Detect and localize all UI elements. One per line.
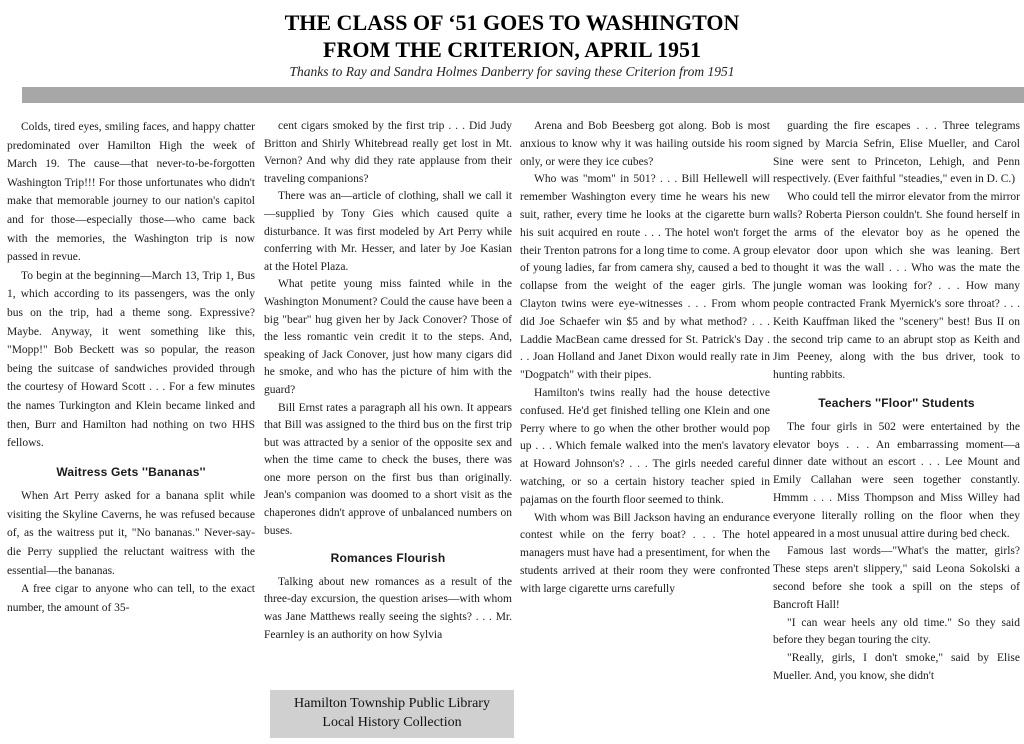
paragraph: There was an—article of clothing, shall we call it—supplied by Tony Gies which caused quite a disturbance. It was first modeled by Art Perry while conferring with Mr. Hesser, and later by Joe Kasian at the Hotel Plaza. [264,190,512,273]
paragraph: Hamilton's twins really had the house detective confused. He'd get finished telling one Klein and one Perry where to go when the other brother would pop up . . . Which female walked into the men's lavatory at Howard Johnson's? . . . The girls needed careful watching, or so a certain history teacher spied in pajamas on the fourth floor seemed to think. [520,386,770,506]
paragraph: Colds, tired eyes, smiling faces, and happy chatter predominated over Hamilton High the week of March 19. The cause—that never-to-be-forgotten Washington Trip!!! For those unfortunates who didn't make that memorable journey to our nation's capitol and for those—especially those—who came back with the memories, the Washington trip is now passed in revue. [7,121,255,264]
paragraph: Arena and Bob Beesberg got along. Bob is most anxious to know why it was hailing outside his room only, or were they ice cubes? [520,120,770,168]
article-column-2 [264,118,512,700]
paragraph: Talking about new romances as a result of the three-day excursion, the question arises—with whom was Jane Matthews really seeing the sights? . . . Mr. Fearnley is an authority on how Sylvia [264,575,512,641]
paragraph: "Really, girls, I don't smoke," said by Elise Mueller. And, you know, she didn't [773,652,1020,682]
library-credit-line-1: Hamilton Township Public Library [294,696,490,711]
paragraph: guarding the fire escapes . . . Three telegrams signed by Marcia Sefrin, Elise Mueller, and Carol Sine were sent to Princeton, Lehigh, and Penn respectively. (Ever faithful "steadies," even in D. C.) [773,120,1020,186]
library-credit-label [270,690,514,738]
paragraph: The four girls in 502 were entertained by the elevator boys . . . An embarrassing moment—a dinner date without an escort . . . Lee Mount and Emily Callahan were seen together constantly. Hmmm . . . Miss Thompson and Miss Willey had everyone literally rolling on the floor when they appeared in a most unusual attire during bed check. [773,420,1020,540]
paragraph: Famous last words—"What's the matter, girls? These steps aren't slippery," said Leona Sokolski a second before she took a spill on the steps of Bancroft Hall! [773,545,1020,611]
paragraph: "I can wear heels any old time." So they said before they began touring the city. [773,616,1020,647]
page-title-line-2: FROM THE CRITERION, APRIL 1951 [323,37,701,62]
article-column-1 [7,118,255,700]
section-heading: Teachers ''Floor'' Students [818,395,975,410]
paragraph: Who could tell the mirror elevator from the mirror walls? Roberta Pierson couldn't. She found herself in the arms of the elevator boy as he opened the elevator door upon which she was leaning. Bert thought it was the wall . . . Who was the mate the jungle woman was looking for? . . . How many people contracted Frank Myernick's sore throat? . . . Keith Kauffman liked the "scenery" best! Bus II on the second trip came to an abrupt stop as Keith and Jim Peeney, along with the bus driver, took to hunting rabbits. [773,191,1020,382]
paragraph: When Art Perry asked for a banana split while visiting the Skyline Caverns, he was refused because of, as the waitress put it, "No bananas." Never-say-die Perry supplied the reluctant waitress with the essential—the bananas. [7,490,255,577]
page-title-line-1: THE CLASS OF ‘51 GOES TO WASHINGTON [284,10,740,35]
page-subtitle: Thanks to Ray and Sandra Holmes Danberry for saving these Criterion from 1951 [289,64,735,79]
section-heading: Romances Flourish [330,551,446,566]
library-credit-line-2: Local History Collection [322,715,462,730]
article-column-4 [773,118,1020,700]
paragraph: To begin at the beginning—March 13, Trip 1, Bus 1, which according to its passengers, was the only bus on the trip, had a theme song. Expressive? Maybe. Anyway, it went something like this, "Mopp!" Bob Beckett was so popular, the reason being the suitcase of sandwiches provided through the courtesy of Howard Scott . . . For a few minutes the names Turkington and Klein became linked and then, Burr and Hamilton had nothing on two HHS fellows. [7,269,255,450]
paragraph: A free cigar to anyone who can tell, to the exact number, the amount of 35- [7,583,255,614]
article-body [0,110,1024,700]
paragraph: With whom was Bill Jackson having an endurance contest while on the ferry boat? . . . The hotel managers must have had a presentiment, for when the students arrived at their room they were confronted with large cigarette urns carefully [520,511,770,595]
section-heading: Waitress Gets ''Bananas'' [56,464,206,479]
article-column-3 [520,118,770,700]
paragraph: Who was "mom" in 501? . . . Bill Hellewell will remember Washington every time he wears his new suit, rather, every time he looks at the cigarette burn his suit acquired en route . . . The hotel won't forget their Trenton patrons for a long time to come. A group of young ladies, far from camera shy, caused a bed to collapse from the weight of the eager girls. The Clayton twins were eye-witnesses . . . From whom did Joe Schaefer win $5 and by what method? . . . Laddie MacBean came dressed for St. Patrick's Day . . . Joan Holland and Janet Dixon would really rate in "Dogpatch" with their pipes. [520,173,770,382]
paragraph: cent cigars smoked by the first trip . . . Did Judy Britton and Shirly Whitebread really get lost in Mt. Vernon? And why did they rate applause from their traveling companions? [264,120,512,185]
paragraph: Bill Ernst rates a paragraph all his own. It appears that Bill was assigned to the third bus on the first trip but was attracted by a senior of the opposite sex and when the time came to check the buses, there was one more person on the first bus than originally. Jean's companion was doomed to a short visit as the chaperones didn't approve of unbalanced numbers on buses. [264,401,512,537]
header-rule-bar [22,87,1024,103]
paragraph: What petite young miss fainted while in the Washington Monument? Could the cause have been a big "bear" hug given her by Jack Conover? Those of the less romantic vein credit it to the steps. And, speaking of Jack Conover, just how many cigars did he smoke, and who has the picture of him with the guard? [264,278,512,396]
